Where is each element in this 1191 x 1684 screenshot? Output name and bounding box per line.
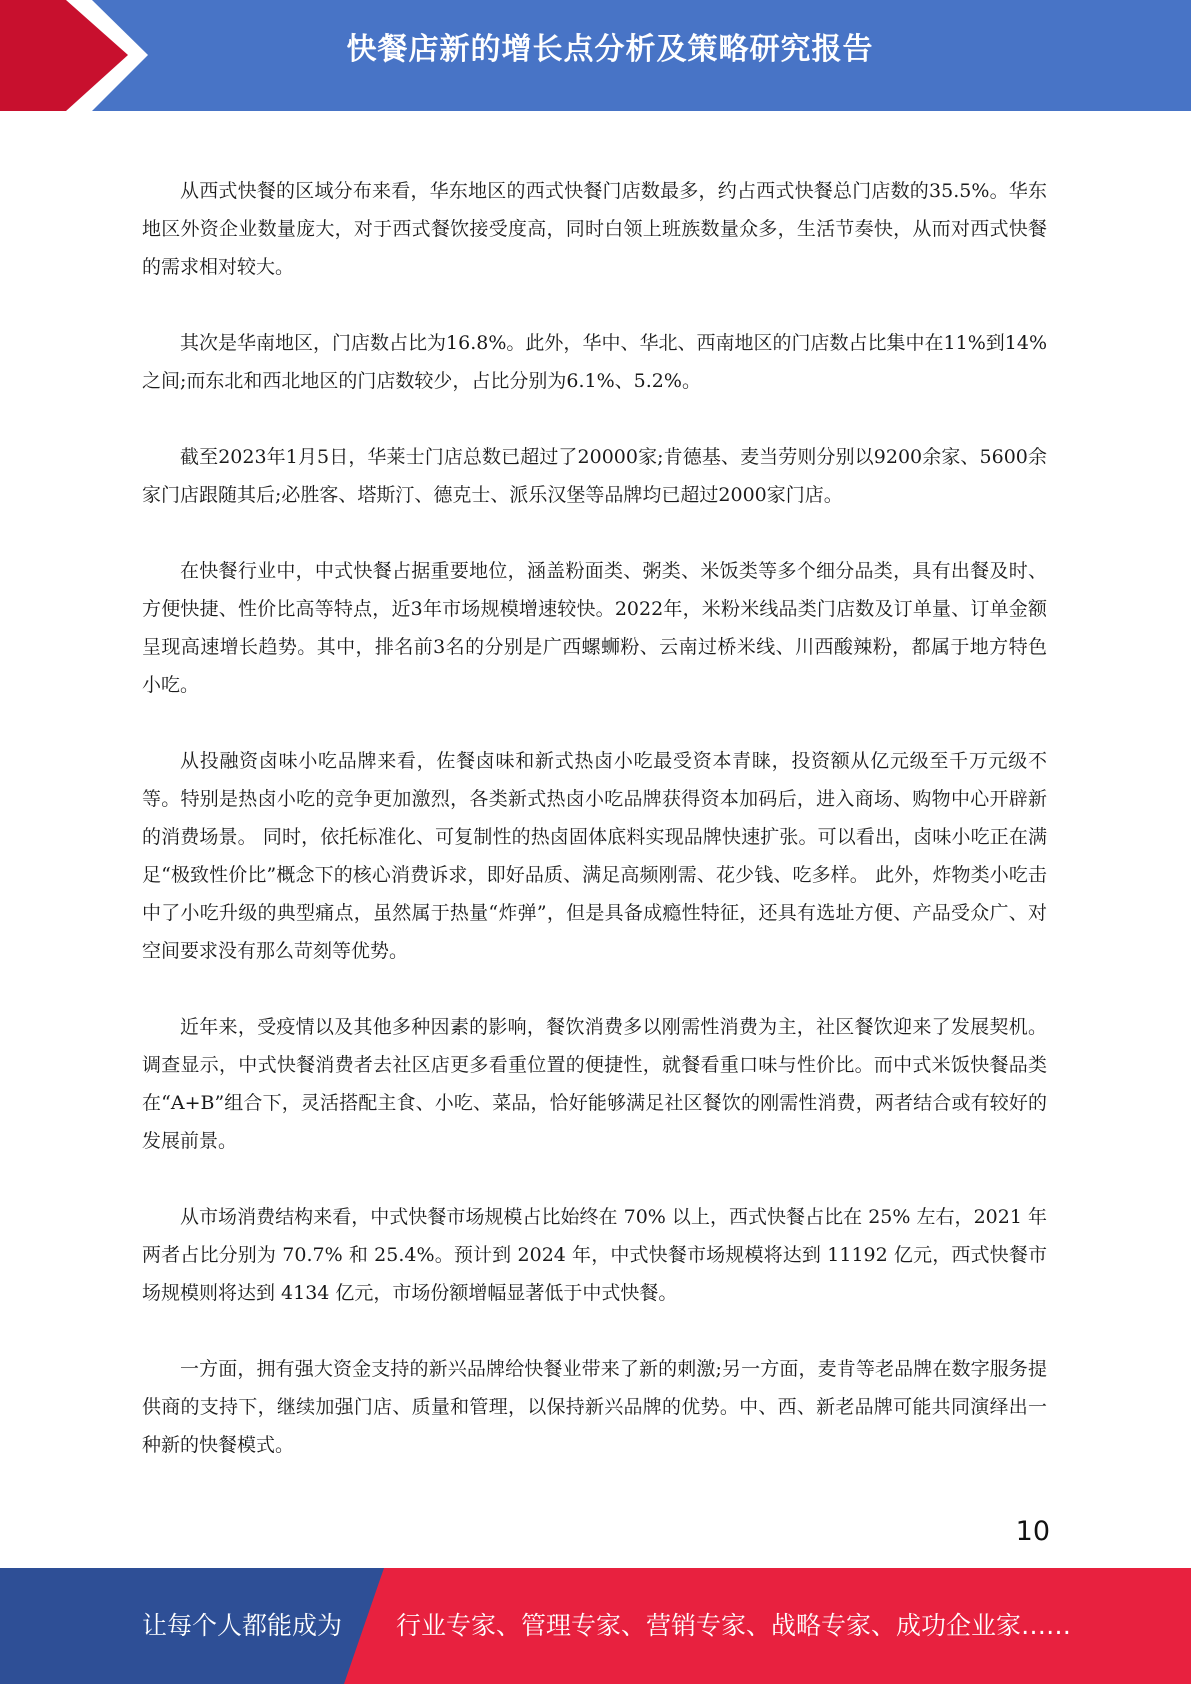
page-footer bbox=[0, 1568, 1191, 1684]
page-number: 10 bbox=[1015, 1516, 1050, 1547]
report-title: 快餐店新的增长点分析及策略研究报告 bbox=[346, 32, 874, 67]
paragraph: 近年来，受疫情以及其他多种因素的影响，餐饮消费多以刚需性消费为主，社区餐饮迎来了发展契机。调查显示，中式快餐消费者去社区店更多看重位置的便捷性，就餐看重口味与性价比。而中式米饭快餐品类在“A+B”组合下，灵活搭配主食、小吃、菜品，恰好能够满足社区餐饮的刚需性消费，两者结合或有较好的发展前景。 bbox=[142, 1016, 1047, 1152]
paragraph: 一方面，拥有强大资金支持的新兴品牌给快餐业带来了新的刺激;另一方面，麦肯等老品牌在数字服务提供商的支持下，继续加强门店、质量和管理，以保持新兴品牌的优势。中、西、新老品牌可能共同演绎出一种新的快餐模式。 bbox=[142, 1358, 1047, 1456]
footer-slogan-right: 行业专家、管理专家、营销专家、战略专家、成功企业家…… bbox=[396, 1611, 1072, 1640]
paragraph: 其次是华南地区，门店数占比为16.8%。此外，华中、华北、西南地区的门店数占比集中在11%到14%之间;而东北和西北地区的门店数较少，占比分别为6.1%、5.2%。 bbox=[142, 332, 1047, 392]
paragraph: 从西式快餐的区域分布来看，华东地区的西式快餐门店数最多，约占西式快餐总门店数的35.5%。华东地区外资企业数量庞大，对于西式餐饮接受度高，同时白领上班族数量众多，生活节奏快，从而对西式快餐的需求相对较大。 bbox=[142, 180, 1047, 278]
page-header bbox=[0, 0, 1191, 111]
paragraph: 截至2023年1月5日，华莱士门店总数已超过了20000家;肯德基、麦当劳则分别以9200余家、5600余家门店跟随其后;必胜客、塔斯汀、德克士、派乐汉堡等品牌均已超过2000家门店。 bbox=[142, 446, 1047, 506]
footer-slogan-left: 让每个人都能成为 bbox=[142, 1611, 343, 1640]
paragraph: 从投融资卤味小吃品牌来看，佐餐卤味和新式热卤小吃最受资本青睐，投资额从亿元级至千万元级不等。特别是热卤小吃的竞争更加激烈，各类新式热卤小吃品牌获得资本加码后，进入商场、购物中心开辟新的消费场景。 同时，依托标准化、可复制性的热卤固体底料实现品牌快速扩张。可以看出，卤味小吃正在满足“极致性价比”概念下的核心消费诉求，即好品质、满足高频刚需、花少钱、吃多样。 此外，炸物类小吃击中了小吃升级的典型痛点，虽然属于热量“炸弹”，但是具备成瘾性特征，还具有选址方便、产品受众广、对空间要求没有那么苛刻等优势。 bbox=[142, 750, 1047, 962]
paragraph: 从市场消费结构来看，中式快餐市场规模占比始终在 70% 以上，西式快餐占比在 25% 左右，2021 年两者占比分别为 70.7% 和 25.4%。预计到 2024 年，中式快餐市场规模将达到 11192 亿元，西式快餐市场规模则将达到 4134 亿元，市场份额增幅显著低于中式快餐。 bbox=[142, 1206, 1047, 1304]
document-body bbox=[142, 172, 1047, 1502]
paragraph: 在快餐行业中，中式快餐占据重要地位，涵盖粉面类、粥类、米饭类等多个细分品类，具有出餐及时、方便快捷、性价比高等特点，近3年市场规模增速较快。2022年，米粉米线品类门店数及订单量、订单金额呈现高速增长趋势。其中，排名前3名的分别是广西螺蛳粉、云南过桥米线、川西酸辣粉，都属于地方特色小吃。 bbox=[142, 560, 1047, 696]
